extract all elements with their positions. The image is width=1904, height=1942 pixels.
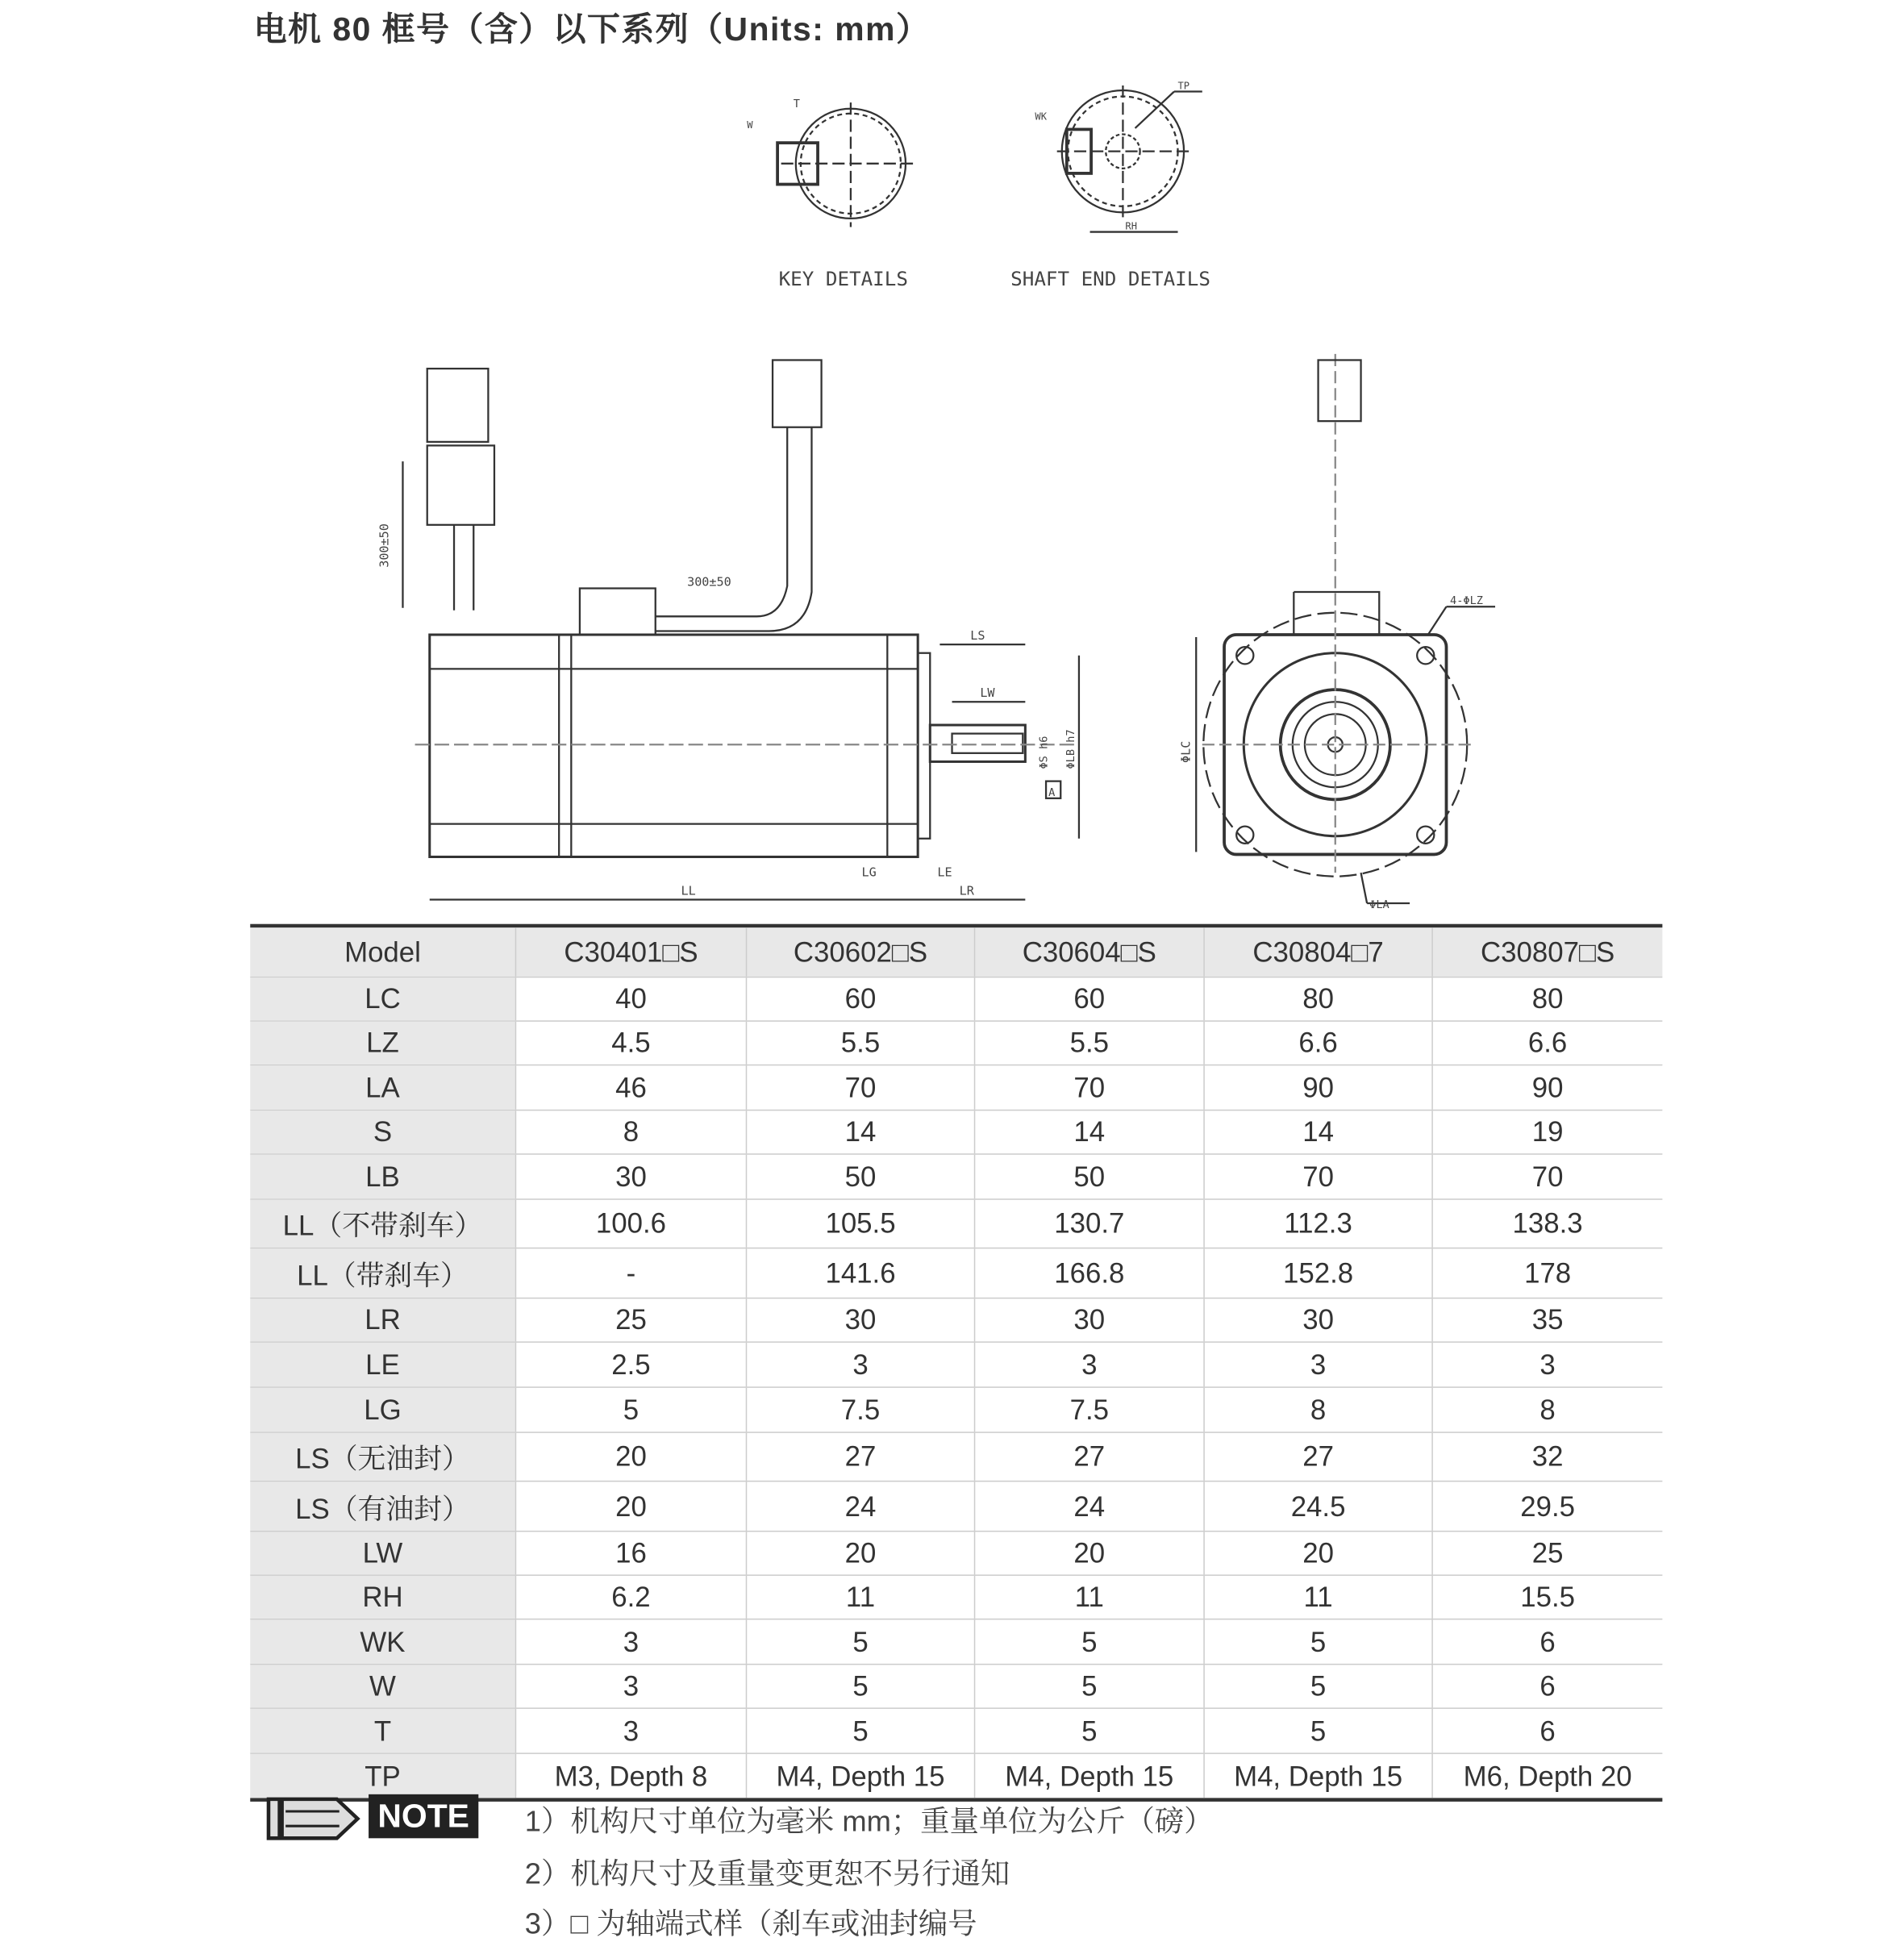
table-cell: 6	[1431, 1665, 1662, 1707]
table-cell: 60	[974, 977, 1204, 1020]
key-details-caption: KEY DETAILS	[778, 268, 908, 291]
table-cell: 24.5	[1203, 1482, 1431, 1531]
table-cell: 30	[515, 1155, 746, 1198]
row-header: W	[250, 1665, 515, 1707]
table-cell: 25	[1431, 1532, 1662, 1574]
row-header: LS（有油封）	[250, 1482, 515, 1531]
note-1: 1）机构尺寸单位为毫米 mm；重量单位为公斤（磅）	[524, 1805, 1214, 1839]
label-cable-length: 300±50	[377, 523, 392, 568]
table-cell: 24	[746, 1482, 974, 1531]
table-row	[250, 1665, 1662, 1708]
table-cell: 5	[974, 1665, 1204, 1707]
table-cell: 90	[1203, 1065, 1431, 1109]
row-header: WK	[250, 1619, 515, 1663]
table-cell: 6.6	[1431, 1022, 1662, 1065]
table-cell: 60	[746, 977, 974, 1020]
table-cell: 5	[1203, 1665, 1431, 1707]
label-lc: ΦLC	[1178, 740, 1194, 763]
table-row	[250, 1388, 1662, 1433]
dimension-table	[250, 924, 1662, 1802]
side-view-figure	[377, 360, 1079, 899]
table-cell: 3	[515, 1665, 746, 1707]
table-cell: 29.5	[1431, 1482, 1662, 1531]
table-cell: 5.5	[746, 1022, 974, 1065]
table-cell: 70	[974, 1065, 1204, 1109]
label-a: A	[1048, 786, 1056, 799]
column-header: C30804□7	[1203, 927, 1431, 977]
key-details-figure	[747, 98, 913, 227]
table-cell: 138.3	[1431, 1200, 1662, 1248]
table-cell: 14	[974, 1111, 1204, 1153]
table-cell: 5.5	[974, 1022, 1204, 1065]
row-header: LS（无油封）	[250, 1433, 515, 1481]
table-cell: 50	[974, 1155, 1204, 1198]
row-header: LA	[250, 1065, 515, 1109]
table-row	[250, 1111, 1662, 1154]
label-w: W	[747, 119, 753, 131]
label-le: LE	[937, 865, 952, 880]
table-cell: 24	[974, 1482, 1204, 1531]
row-header: T	[250, 1709, 515, 1752]
table-cell: 14	[746, 1111, 974, 1153]
label-t: T	[793, 98, 800, 111]
table-row	[250, 1200, 1662, 1249]
table-cell: 20	[746, 1532, 974, 1574]
table-cell: 3	[515, 1619, 746, 1663]
label-wk: WK	[1035, 110, 1048, 123]
table-cell: 105.5	[746, 1200, 974, 1248]
table-cell: 46	[515, 1065, 746, 1109]
table-cell: 70	[746, 1065, 974, 1109]
row-header: LL（不带刹车）	[250, 1200, 515, 1248]
note-pencil-icon	[266, 1794, 364, 1844]
shaft-end-caption: SHAFT END DETAILS	[1010, 268, 1210, 291]
shaft-end-figure	[1035, 80, 1202, 231]
table-cell: 20	[515, 1482, 746, 1531]
table-cell: 8	[515, 1111, 746, 1153]
table-row	[250, 1619, 1662, 1665]
table-cell: 166.8	[974, 1248, 1204, 1298]
table-cell: 3	[515, 1709, 746, 1752]
table-cell: 16	[515, 1532, 746, 1574]
table-cell: 27	[746, 1433, 974, 1481]
table-row	[250, 977, 1662, 1021]
table-cell: 35	[1431, 1298, 1662, 1341]
row-header: LL（带刹车）	[250, 1248, 515, 1298]
table-cell: 11	[1203, 1576, 1431, 1619]
label-tp: TP	[1177, 80, 1190, 92]
table-cell: 3	[974, 1343, 1204, 1386]
column-header: C30401□S	[515, 927, 746, 977]
table-cell: 80	[1203, 977, 1431, 1020]
table-cell: 178	[1431, 1248, 1662, 1298]
label-lg: LG	[861, 865, 877, 880]
table-cell: 70	[1203, 1155, 1431, 1198]
table-cell: 5	[1203, 1709, 1431, 1752]
table-cell: 80	[1431, 977, 1662, 1020]
table-cell: 19	[1431, 1111, 1662, 1153]
table-row	[250, 1532, 1662, 1575]
table-cell: 6	[1431, 1619, 1662, 1663]
table-cell: 6.2	[515, 1576, 746, 1619]
label-lz: 4-ΦLZ	[1450, 594, 1484, 608]
note-badge: NOTE	[369, 1794, 478, 1838]
table-cell: 70	[1431, 1155, 1662, 1198]
label-s: ΦS h6	[1037, 736, 1051, 769]
table-row	[250, 1482, 1662, 1532]
row-header: LR	[250, 1298, 515, 1341]
table-row	[250, 1709, 1662, 1754]
table-row	[250, 1576, 1662, 1619]
motor-dimension-drawing	[0, 0, 1904, 927]
table-cell: 7.5	[746, 1388, 974, 1431]
table-cell: 5	[974, 1619, 1204, 1663]
table-row	[250, 1433, 1662, 1482]
label-ll: LL	[681, 883, 696, 898]
row-header: RH	[250, 1576, 515, 1619]
table-cell: M4, Depth 15	[746, 1754, 974, 1798]
table-cell: M4, Depth 15	[974, 1754, 1204, 1798]
table-cell: 11	[974, 1576, 1204, 1619]
table-row	[250, 1343, 1662, 1388]
note-2: 2）机构尺寸及重量变更恕不另行通知	[524, 1857, 1010, 1891]
table-cell: 4.5	[515, 1022, 746, 1065]
table-cell: M6, Depth 20	[1431, 1754, 1662, 1798]
table-cell: 40	[515, 977, 746, 1020]
row-header: TP	[250, 1754, 515, 1798]
row-header: S	[250, 1111, 515, 1153]
table-cell: 27	[974, 1433, 1204, 1481]
table-cell: 2.5	[515, 1343, 746, 1386]
table-cell: 5	[746, 1619, 974, 1663]
label-lb: ΦLB h7	[1064, 729, 1077, 769]
table-cell: 20	[1203, 1532, 1431, 1574]
column-header: C30602□S	[746, 927, 974, 977]
label-la: ΦLA	[1369, 898, 1389, 912]
table-cell: -	[515, 1248, 746, 1298]
table-row	[250, 1022, 1662, 1065]
table-cell: 30	[974, 1298, 1204, 1341]
note-3: 3）□ 为轴端式样（刹车或油封编号	[524, 1907, 977, 1941]
table-cell: 112.3	[1203, 1200, 1431, 1248]
table-cell: 5	[515, 1388, 746, 1431]
table-cell: 152.8	[1203, 1248, 1431, 1298]
table-cell: 6	[1431, 1709, 1662, 1752]
table-cell: 8	[1431, 1388, 1662, 1431]
table-cell: 5	[746, 1709, 974, 1752]
table-cell: 5	[974, 1709, 1204, 1752]
label-lw: LW	[980, 686, 995, 701]
label-lr: LR	[959, 883, 974, 898]
table-cell: 8	[1203, 1388, 1431, 1431]
table-cell: 90	[1431, 1065, 1662, 1109]
column-header: C30807□S	[1431, 927, 1662, 977]
table-cell: M4, Depth 15	[1203, 1754, 1431, 1798]
table-cell: 11	[746, 1576, 974, 1619]
table-cell: 15.5	[1431, 1576, 1662, 1619]
table-row	[250, 1754, 1662, 1798]
row-header: LW	[250, 1532, 515, 1574]
table-row	[250, 1248, 1662, 1298]
label-ls: LS	[970, 628, 985, 644]
table-cell: 3	[1203, 1343, 1431, 1386]
table-cell: 25	[515, 1298, 746, 1341]
table-row	[250, 1298, 1662, 1342]
column-header: Model	[250, 927, 515, 977]
table-cell: 7.5	[974, 1388, 1204, 1431]
column-header: C30604□S	[974, 927, 1204, 977]
table-cell: 20	[515, 1433, 746, 1481]
table-cell: 5	[1203, 1619, 1431, 1663]
row-header: LE	[250, 1343, 515, 1386]
table-header-row	[250, 927, 1662, 977]
table-cell: 14	[1203, 1111, 1431, 1153]
table-cell: 30	[746, 1298, 974, 1341]
table-cell: M3, Depth 8	[515, 1754, 746, 1798]
front-view-figure	[1179, 354, 1495, 911]
table-cell: 130.7	[974, 1200, 1204, 1248]
row-header: LG	[250, 1388, 515, 1431]
row-header: LC	[250, 977, 515, 1020]
table-cell: 32	[1431, 1433, 1662, 1481]
table-cell: 27	[1203, 1433, 1431, 1481]
table-cell: 3	[1431, 1343, 1662, 1386]
table-cell: 3	[746, 1343, 974, 1386]
table-cell: 20	[974, 1532, 1204, 1574]
table-row	[250, 1155, 1662, 1200]
table-cell: 30	[1203, 1298, 1431, 1341]
row-header: LZ	[250, 1022, 515, 1065]
table-row	[250, 1065, 1662, 1111]
page-title: 电机 80 框号（含）以下系列（Units: mm）	[253, 10, 931, 48]
table-cell: 141.6	[746, 1248, 974, 1298]
row-header: LB	[250, 1155, 515, 1198]
table-cell: 5	[746, 1665, 974, 1707]
table-cell: 50	[746, 1155, 974, 1198]
table-cell: 100.6	[515, 1200, 746, 1248]
table-cell: 6.6	[1203, 1022, 1431, 1065]
label-cable-length-2: 300±50	[687, 574, 731, 590]
label-rh: RH	[1125, 220, 1138, 232]
